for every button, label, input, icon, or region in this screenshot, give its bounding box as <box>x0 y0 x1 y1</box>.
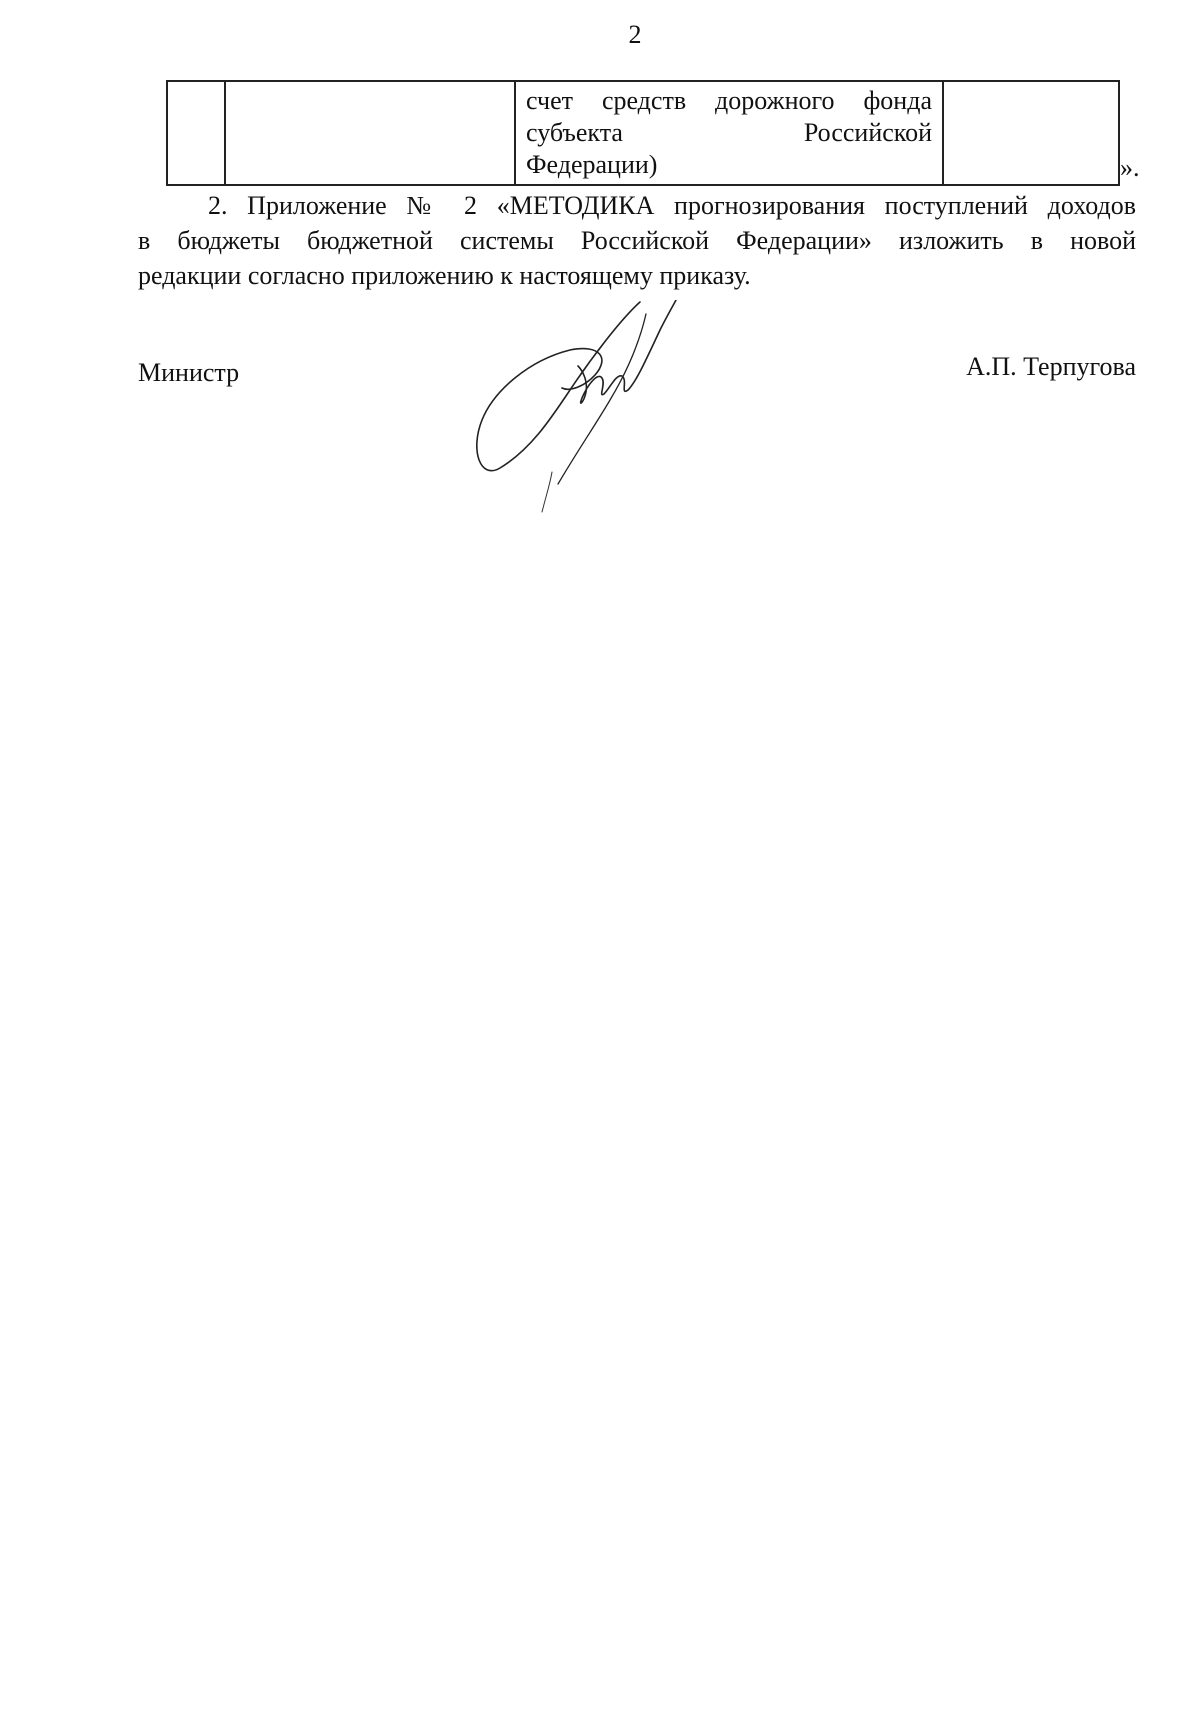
paragraph-line: редакции согласно приложению к настоящему приказу. <box>138 261 751 290</box>
cell-text-line: счет средств дорожного фонда <box>526 86 932 115</box>
closing-quote: ». <box>1120 153 1140 182</box>
paragraph-line: в бюджеты бюджетной системы Российской Федерации» изложить в новой <box>138 226 1136 255</box>
table-cell-number <box>167 81 225 185</box>
table-cell-code <box>225 81 515 185</box>
table-cell-method <box>943 81 1119 185</box>
table-cell-description <box>515 81 943 185</box>
page-number: 2 <box>628 20 642 49</box>
paragraph-item-2 <box>138 188 1136 293</box>
handwritten-signature <box>470 300 750 520</box>
cell-text-line: Федерации) <box>526 150 658 179</box>
table-row <box>167 81 1119 185</box>
signer-name: А.П. Терпугова <box>966 352 1136 381</box>
cell-text <box>516 82 942 181</box>
table-fragment <box>166 80 1120 186</box>
signature-position-title: Министр <box>138 358 240 387</box>
paragraph-line: 2. Приложение № 2 «МЕТОДИКА прогнозирования поступлений доходов <box>208 191 1136 220</box>
cell-text-line: субъекта Российской <box>526 118 932 147</box>
